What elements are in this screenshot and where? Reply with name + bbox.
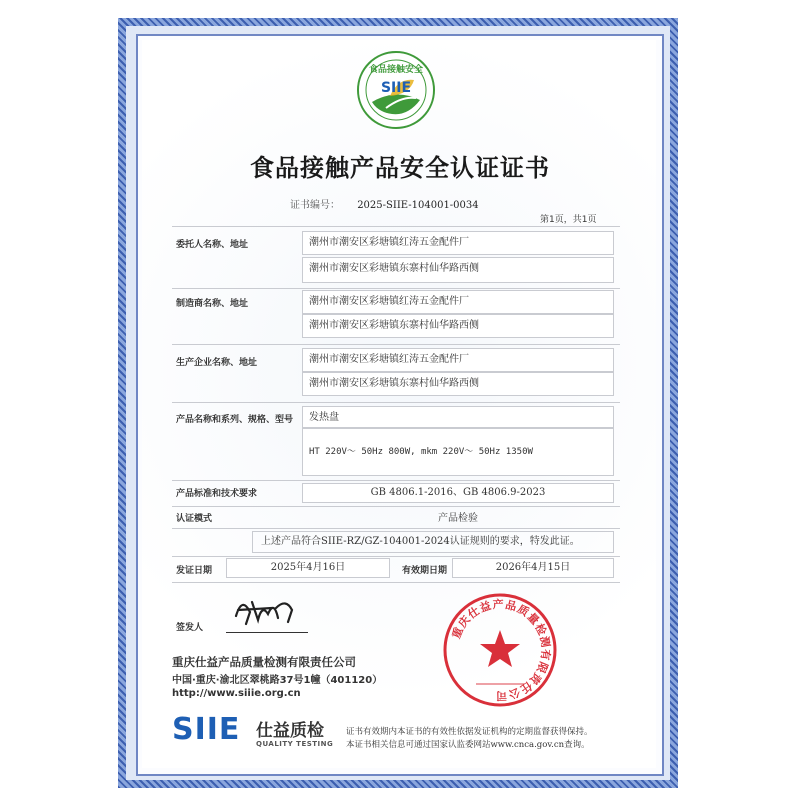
brand-mark: SIIE [172,712,241,747]
company-seal [442,592,558,708]
footer-notes [346,726,593,752]
issuer-signature [232,590,302,634]
divider [172,402,620,403]
issue-date-label: 发证日期 [176,566,213,576]
divider [172,480,620,481]
producer-name: 潮州市潮安区彩塘镇红涛五金配件厂 [302,348,614,372]
manufacturer-address: 潮州市潮安区彩塘镇东寨村仙华路西侧 [302,314,614,338]
product-name: 发热盘 [302,406,614,428]
divider [172,344,620,345]
producer-address: 潮州市潮安区彩塘镇东寨村仙华路西侧 [302,372,614,396]
standard-value: GB 4806.1-2016、GB 4806.9-2023 [302,483,614,503]
product-label: 产品名称和系列、规格、型号 [176,415,294,425]
brand-english: QUALITY TESTING [256,740,334,748]
certification-statement: 上述产品符合SIIE-RZ/GZ-104001-2024认证规则的要求，特发此证。 [252,531,614,553]
mode-label: 认证模式 [176,514,213,524]
manufacturer-name: 潮州市潮安区彩塘镇红涛五金配件厂 [302,290,614,314]
divider [172,528,620,529]
logo-top-text: 食品接触安全 [368,65,423,75]
siie-brand-logo [172,710,342,754]
certificate-number-value: 2025-SIIE-104001-0034 [357,200,479,211]
divider [172,288,620,289]
seal-text: 重庆仕益产品质量检测有限责任公司 [449,597,553,703]
divider [172,582,620,583]
food-contact-safety-logo [356,50,436,130]
manufacturer-label: 制造商名称、地址 [176,299,249,309]
certificate-number [290,196,479,211]
page-info: 第1页，共1页 [540,215,597,225]
producer-label: 生产企业名称、地址 [176,358,258,368]
note-validity: 证书有效期内本证书的有效性依据发证机构的定期监督获得保持。 [346,727,593,737]
standard-label: 产品标准和技术要求 [176,489,258,499]
valid-date-label: 有效期日期 [402,566,448,576]
issue-date: 2025年4月16日 [226,558,390,578]
product-spec: HT 220V～ 50Hz 800W, mkm 220V～ 50Hz 1350W [302,428,614,476]
note-query: 本证书相关信息可通过国家认监委网站www.cnca.gov.cn查询。 [346,740,590,750]
valid-date: 2026年4月15日 [452,558,614,578]
mode-value: 产品检验 [438,513,478,524]
client-address: 潮州市潮安区彩塘镇东寨村仙华路西侧 [302,257,614,283]
footer-url-link[interactable]: http://www.siiie.org.cn [172,688,301,699]
client-label: 委托人名称、地址 [176,240,249,250]
divider [172,556,620,557]
logo-mark: SIIE [380,80,412,96]
footer-company-name: 重庆仕益产品质量检测有限责任公司 [172,655,356,669]
brand-chinese: 仕益质检 [256,721,324,741]
certificate-title: 食品接触产品安全认证证书 [250,154,550,182]
divider [172,506,620,507]
footer-address: 中国·重庆·渝北区翠桃路37号1幢（401120） [172,675,383,686]
issuer-label: 签发人 [176,623,204,633]
divider [172,226,620,227]
certificate-number-label: 证书编号： [290,200,340,211]
client-name: 潮州市潮安区彩塘镇红涛五金配件厂 [302,231,614,255]
